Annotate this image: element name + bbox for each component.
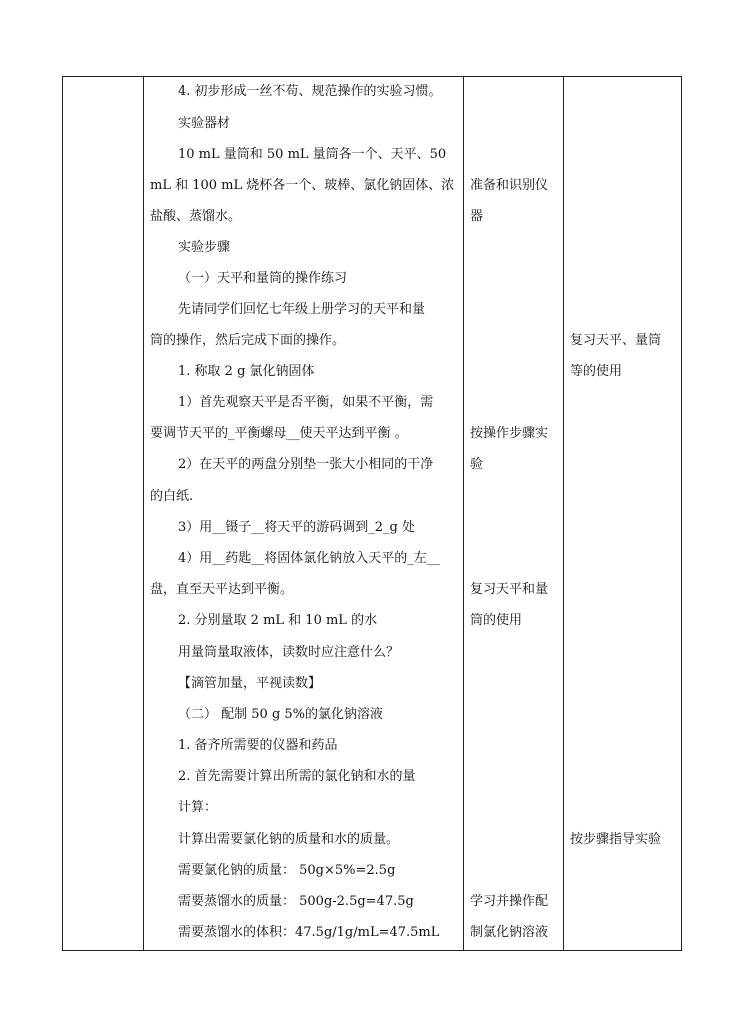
student-line: 复习天平和量: [470, 582, 549, 597]
lesson-table: [62, 76, 682, 951]
column-divider: [143, 77, 144, 950]
student-line: 制氯化钠溶液: [470, 925, 549, 940]
text-line: 2. 分别量取 2 mL 和 10 mL 的水: [178, 613, 378, 628]
student-line: 器: [470, 209, 484, 224]
text-line: 3）用__镊子__将天平的游码调到_2_g 处: [178, 520, 415, 535]
text-line: 实验步骤: [178, 240, 231, 255]
text-line: 【滴管加量，平视读数】: [178, 676, 322, 691]
text-line: 需要蒸馏水的质量： 500g-2.5g=47.5g: [178, 894, 414, 909]
text-line: 实验器材: [178, 116, 231, 131]
column-divider: [563, 77, 564, 950]
text-line: 4. 初步形成一丝不苟、规范操作的实验习惯。: [178, 84, 442, 99]
text-line: 1）首先观察天平是否平衡，如果不平衡，需: [178, 395, 434, 410]
text-line: 用量筒量取液体，读数时应注意什么？: [178, 645, 400, 660]
text-line: 筒的操作，然后完成下面的操作。: [150, 333, 346, 348]
text-line: 要调节天平的_平衡螺母__使天平达到平衡 。: [150, 426, 408, 441]
intent-line: 复习天平、量筒: [570, 333, 662, 348]
student-line: 学习并操作配: [470, 894, 549, 909]
text-line: 1. 称取 2 g 氯化钠固体: [178, 364, 315, 379]
student-line: 按操作步骤实: [470, 426, 549, 441]
intent-line: 等的使用: [570, 364, 623, 379]
text-line: 1. 备齐所需要的仪器和药品: [178, 738, 338, 753]
text-line: 盘，直至天平达到平衡。: [150, 582, 294, 597]
text-line: 盐酸、蒸馏水。: [150, 209, 242, 224]
text-line: 需要蒸馏水的体积：47.5g/1g/mL=47.5mL: [178, 925, 440, 940]
text-line: 需要氯化钠的质量： 50g×5%=2.5g: [178, 863, 396, 878]
text-line: 计算：: [178, 800, 218, 815]
text-line: （一）天平和量筒的操作练习: [178, 271, 348, 286]
student-line: 验: [470, 457, 484, 472]
text-line: 计算出需要氯化钠的质量和水的质量。: [178, 832, 400, 847]
text-line: 2）在天平的两盘分别垫一张大小相同的干净: [178, 457, 434, 472]
column-divider: [463, 77, 464, 950]
student-line: 准备和识别仪: [470, 178, 549, 193]
text-line: 先请同学们回忆七年级上册学习的天平和量: [178, 302, 426, 317]
text-line: 4）用__药匙__将固体氯化钠放入天平的_左__: [178, 551, 440, 566]
intent-line: 按步骤指导实验: [570, 832, 662, 847]
text-line: 的白纸.: [150, 489, 194, 504]
student-line: 筒的使用: [470, 613, 523, 628]
text-line: 2. 首先需要计算出所需的氯化钠和水的量: [178, 769, 416, 784]
text-line: 10 mL 量筒和 50 mL 量筒各一个、天平、50: [178, 147, 447, 162]
text-line: mL 和 100 mL 烧杯各一个、玻棒、氯化钠固体、浓: [150, 178, 455, 193]
text-line: （二） 配制 50 g 5%的氯化钠溶液: [178, 707, 384, 722]
